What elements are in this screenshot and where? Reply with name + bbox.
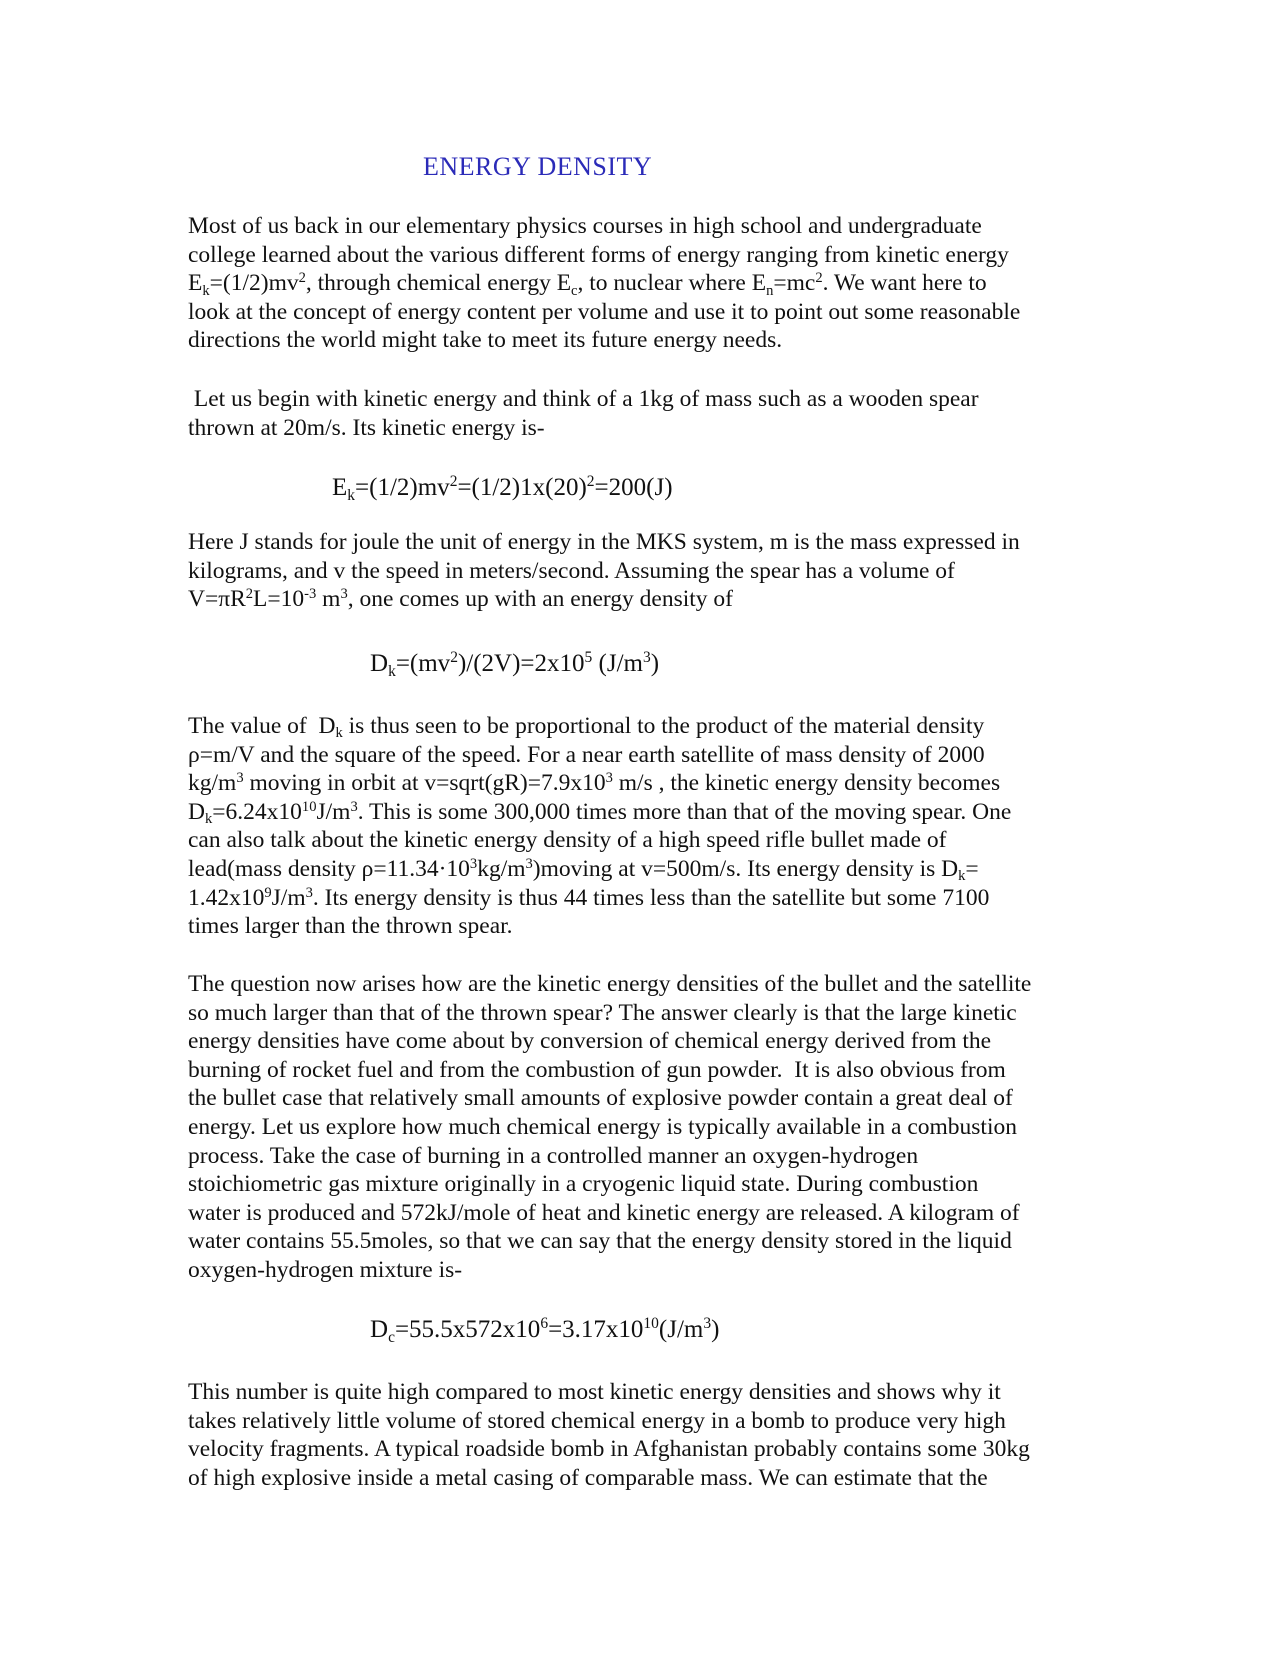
text-line: water contains 55.5moles, so that we can say that the energy density stored in the liquid	[188, 1228, 1012, 1255]
text-line: Let us begin with kinetic energy and think of a 1kg of mass such as a wooden spear	[188, 386, 979, 412]
chemical-density-equation: $D_c=55.5x572x10^6=3.17x10^{10}(J/m^3)$	[370, 1315, 720, 1346]
text-line: lead(mass density $\rho=11.34\cdot 10^3kg/m^3)moving$ at v=500m/s. Its energy density is $D_k=$	[188, 855, 979, 885]
text-line: $D_k=6.24x10^{10}J/m^3$. This is some 300,000 times more than that of the moving spear. One	[188, 798, 1012, 828]
intro-paragraph	[188, 212, 1188, 355]
text-line: ρ=m/V and the square of the speed. For a near earth satellite of mass density of 2000	[188, 741, 985, 768]
text-line: can also talk about the kinetic energy density of a high speed rifle bullet made of	[188, 827, 947, 854]
page-title: ENERGY DENSITY	[423, 152, 653, 181]
text-line: $E_k=(1/2)mv^2$, through chemical energy $E_c$, to nuclear where $E_n=mc^2$. We want here to	[188, 270, 987, 299]
text-line: so much larger than that of the thrown spear? The answer clearly is that the large kinetic	[188, 999, 1017, 1026]
text-line: Most of us back in our elementary physics courses in high school and undergraduate	[188, 213, 982, 239]
text-line: takes relatively little volume of stored chemical energy in a bomb to produce very high	[188, 1407, 1006, 1434]
text-line: energy. Let us explore how much chemical energy is typically available in a combustion	[188, 1113, 1017, 1140]
joule-paragraph	[188, 528, 1188, 614]
text-line: This number is quite high compared to most kinetic energy densities and shows why it	[188, 1379, 1001, 1405]
text-line: The question now arises how are the kinetic energy densities of the bullet and the satellite	[188, 971, 1032, 997]
kinetic-intro-paragraph	[188, 385, 1188, 442]
text-line: directions the world might take to meet its future energy needs.	[188, 327, 783, 354]
text-line: $V=\pi R^2L=10^{-3}$ $m^3$, one comes up with an energy density of	[188, 586, 734, 613]
text-line: process. Take the case of burning in a controlled manner an oxygen-hydrogen	[188, 1142, 919, 1169]
text-line: of high explosive inside a metal casing of comparable mass. We can estimate that the	[188, 1464, 988, 1491]
text-line: water is produced and 572kJ/mole of heat and kinetic energy are released. A kilogram of	[188, 1199, 1020, 1226]
text-line: oxygen-hydrogen mixture is-	[188, 1256, 463, 1283]
text-line: burning of rocket fuel and from the combustion of gun powder. It is also obvious from	[188, 1056, 1006, 1083]
text-line: look at the concept of energy content per volume and use it to point out some reasonable	[188, 298, 1021, 325]
text-line: times larger than the thrown spear.	[188, 913, 513, 940]
text-line: $1.42x10^9J/m^3$. Its energy density is thus 44 times less than the satellite but some 7100	[188, 884, 990, 911]
density-comparison-paragraph	[188, 712, 1188, 941]
text-line: college learned about the various different forms of energy ranging from kinetic energy	[188, 241, 1009, 268]
text-line: $kg/m^3$ moving in orbit at $v=sqrt(gR)=7.9x10^3$ m/s , the kinetic energy density becomes	[188, 770, 1001, 797]
kinetic-density-equation: $D_k=(mv^2)/(2V)=2x10^5$ $(J/m^3)$	[370, 649, 660, 680]
text-line: Here J stands for joule the unit of energy in the MKS system, m is the mass expressed in	[188, 529, 1020, 555]
text-line: velocity fragments. A typical roadside bomb in Afghanistan probably contains some 30kg	[188, 1436, 1030, 1463]
text-line: thrown at 20m/s. Its kinetic energy is-	[188, 414, 545, 441]
bomb-paragraph	[188, 1378, 1188, 1492]
text-line: The value of $D_k$ is thus seen to be proportional to the product of the material density	[188, 713, 985, 742]
text-line: stoichiometric gas mixture originally in a cryogenic liquid state. During combustion	[188, 1171, 979, 1198]
text-line: the bullet case that relatively small amounts of explosive powder contain a great deal of	[188, 1085, 1013, 1112]
text-line: kilograms, and v the speed in meters/second. Assuming the spear has a volume of	[188, 557, 955, 584]
text-line: energy densities have come about by conversion of chemical energy derived from the	[188, 1028, 992, 1055]
kinetic-energy-equation: $E_k=(1/2)mv^2=(1/2)1x(20)^2=200(J)$	[332, 473, 673, 504]
chemical-energy-paragraph	[188, 970, 1188, 1285]
